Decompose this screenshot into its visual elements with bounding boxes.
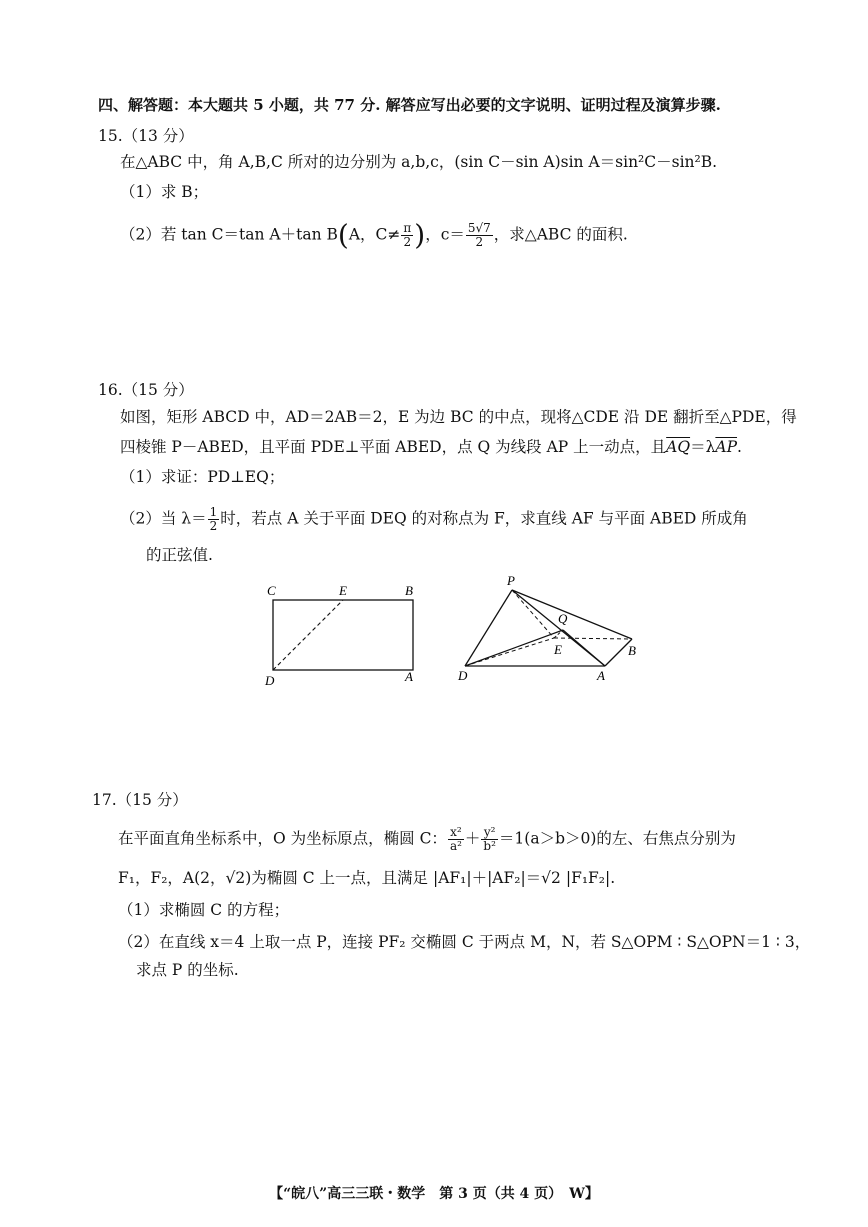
edge-dq (465, 630, 563, 666)
q17-part1: （1）求椭圆 C 的方程； (118, 901, 290, 919)
edge-pb (512, 590, 632, 639)
label-c: C (267, 583, 276, 598)
q17-stem-line2: F₁，F₂，A(2，√2)为椭圆 C 上一点，且满足 |AF₁|＋|AF₂|＝√2 |F₁F₂|. (118, 869, 616, 887)
label-d2: D (458, 668, 468, 683)
q15-part2-cond: A，C≠ (348, 225, 401, 244)
pi-over-2-fraction: $\frac{\pi}{2}$ (403, 221, 412, 249)
q15-number: 15.（13 分） (98, 127, 194, 145)
q17-part2-cont: 求点 P 的坐标. (136, 961, 239, 979)
edge-dp (465, 590, 512, 666)
q16-stem-line1: 如图，矩形 ABCD 中，AD＝2AB＝2，E 为边 BC 的中点，现将△CDE 沿 DE 翻折至△PDE，得 (120, 408, 797, 426)
half-fraction: $\frac{1}{2}$ (209, 505, 218, 533)
q16-stem-line2-text: 四棱锥 P－ABED，且平面 PDE⊥平面 ABED，点 Q 为线段 AP 上一动点，且 (120, 438, 667, 456)
edge-qa (563, 630, 605, 666)
edge-pe (512, 590, 554, 638)
dashed-de (273, 600, 343, 670)
label-a2: A (597, 668, 605, 683)
c-value-fraction: $\frac{5√7}{2}$ (467, 221, 491, 249)
section-heading: 四、解答题：本大题共 5 小题，共 77 分. 解答应写出必要的文字说明、证明过程及演算步骤. (98, 96, 721, 114)
q16-part2-text-b: 时，若点 A 关于平面 DEQ 的对称点为 F，求直线 AF 与平面 ABED 所成角 (220, 509, 748, 528)
x2-over-a2: $\frac{\text{x²}}{\text{a²}}$ (449, 825, 462, 853)
label-e2: E (554, 642, 562, 657)
q17-stem-line1 (118, 826, 736, 853)
page-footer: 【“皖八”高三三联・数学 第 3 页（共 4 页） W】 (269, 1186, 599, 1202)
q15-part2-text-c: ，求△ABC 的面积. (493, 225, 628, 244)
q16-part1: （1）求证：PD⊥EQ； (120, 468, 285, 486)
plus-sign: ＋ (464, 829, 481, 848)
q17-stem1-text-a: 在平面直角坐标系中，O 为坐标原点，椭圆 C： (118, 829, 447, 848)
vector-aq: $\overline{AQ}$ (666, 438, 691, 456)
vector-ap: $\overline{AP}$ (715, 438, 738, 456)
q17-stem1-text-b: ＝1(a＞b＞0)的左、右焦点分别为 (498, 829, 736, 848)
eq-lambda: ＝λ (690, 438, 716, 456)
label-a: A (405, 669, 413, 684)
rectangle-figure (255, 578, 430, 688)
edge-eb (554, 638, 632, 639)
label-p: P (507, 573, 515, 588)
rect-abcd (273, 600, 413, 670)
pyramid-figure (450, 570, 650, 685)
edge-de (465, 638, 554, 666)
label-b: B (405, 583, 413, 598)
label-q: Q (558, 611, 568, 626)
q16-stem-line2 (120, 437, 742, 457)
q15-part2-text-b: ，c＝ (425, 225, 465, 244)
q15-part2-text-a: （2）若 tan C＝tan A＋tan B (120, 225, 338, 244)
q15-stem: 在△ABC 中，角 A,B,C 所对的边分别为 a,b,c，(sin C－sin A)sin A＝sin²C－sin²B. (120, 153, 718, 171)
label-b2: B (628, 643, 636, 658)
paren-close: ) (414, 218, 426, 252)
q15-part2 (120, 218, 628, 252)
q15-part1: （1）求 B； (120, 183, 209, 201)
label-e: E (339, 583, 347, 598)
q16-part2-text-a: （2）当 λ＝ (120, 509, 207, 528)
label-d: D (265, 673, 275, 688)
q17-part2: （2）在直线 x＝4 上取一点 P，连接 PF₂ 交椭圆 C 于两点 M，N，若 S△OPM ∶ S△OPN＝1 ∶ 3， (118, 933, 811, 951)
q16-part2-cont: 的正弦值. (146, 546, 213, 564)
q16-number: 16.（15 分） (98, 381, 194, 399)
stem-end: . (737, 438, 742, 456)
q16-part2 (120, 506, 748, 533)
paren-open: ( (337, 218, 349, 252)
y2-over-b2: $\frac{\text{y²}}{\text{b²}}$ (483, 825, 496, 853)
q17-number: 17.（15 分） (92, 791, 188, 809)
